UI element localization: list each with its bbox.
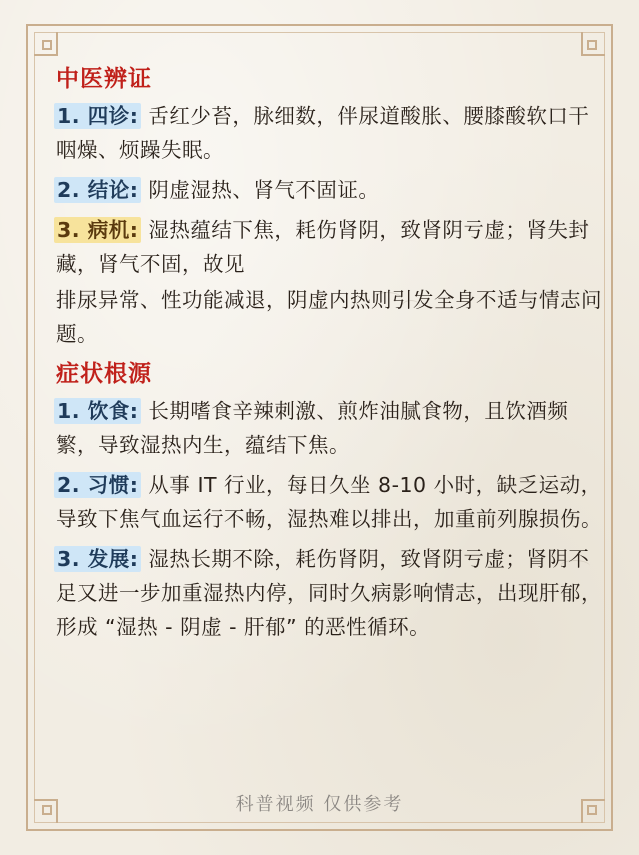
- item-label: 1. 饮食:: [54, 398, 141, 424]
- item-label: 3. 病机:: [54, 217, 141, 243]
- footer-disclaimer: 科普视频 仅供参考: [235, 794, 404, 815]
- item-diet: [56, 394, 604, 462]
- item-text: 湿热蕴结下焦，耗伤肾阴，致肾阴亏虚；肾失封藏，肾气不固，故见: [56, 218, 590, 276]
- item-four-diagnoses: [56, 99, 604, 167]
- item-text: 从事 IT 行业，每日久坐 8-10 小时，缺乏运动，导致下焦气血运行不畅，湿热难以排出，加重前列腺损伤。: [56, 473, 602, 531]
- item-habits: [56, 468, 604, 536]
- item-text: 长期嗜食辛辣刺激、煎炸油腻食物，且饮酒频繁，导致湿热内生，蕴结下焦。: [56, 399, 569, 457]
- item-label: 2. 习惯:: [54, 472, 141, 498]
- item-text: 阴虚湿热、肾气不固证。: [148, 178, 380, 202]
- item-text: 舌红少苔，脉细数，伴尿道酸胀、腰膝酸软口干咽燥、烦躁失眠。: [56, 104, 590, 162]
- item-label: 3. 发展:: [54, 546, 141, 572]
- item-label: 2. 结论:: [54, 177, 141, 203]
- item-pathogenesis-continuation: 排尿异常、性功能减退，阴虚内热则引发全身不适与情志问题。: [56, 288, 602, 346]
- section-title-symptom-root: 症状根源: [56, 361, 152, 387]
- item-development: [56, 542, 604, 644]
- item-conclusion: [56, 173, 604, 207]
- document-content: [56, 62, 604, 650]
- item-pathogenesis: [56, 213, 604, 281]
- corner-ornament-top-right: [581, 32, 605, 56]
- item-text: 湿热长期不除，耗伤肾阴，致肾阴亏虚；肾阴不足又进一步加重湿热内停，同时久病影响情志，出现肝郁，形成 “湿热 - 阴虚 - 肝郁” 的恶性循环。: [56, 547, 602, 639]
- item-label: 1. 四诊:: [54, 103, 141, 129]
- corner-ornament-top-left: [34, 32, 58, 56]
- section-title-tcm-diagnosis: 中医辨证: [56, 66, 152, 92]
